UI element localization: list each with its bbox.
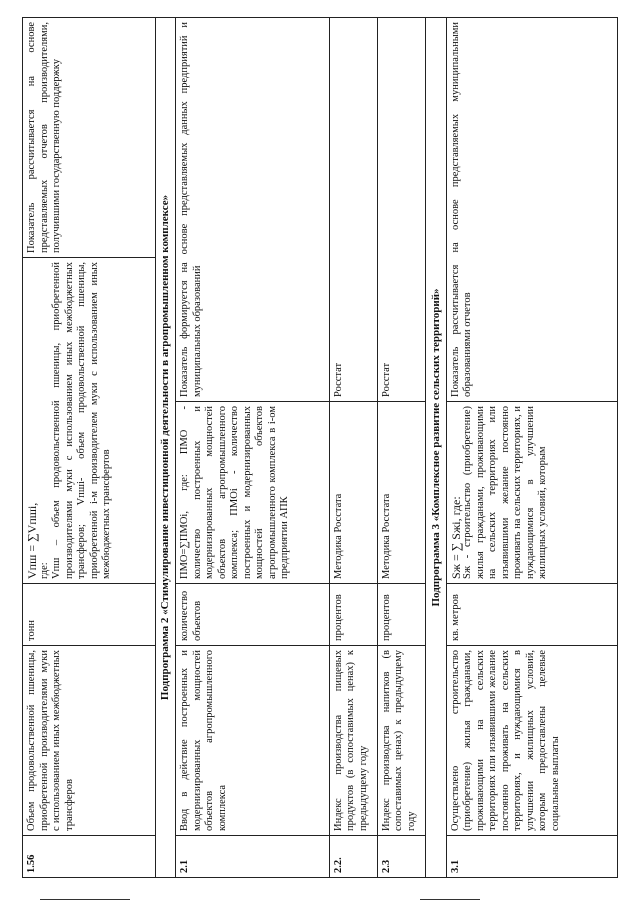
indicator-name: Индекс производства пищевых продуктов (в сопоставимых ценах) к предыдущему году — [329, 646, 377, 836]
source-cell: Показатель рассчитывается на основе представляемых муниципальными образованиями отчетов — [446, 17, 617, 401]
formula-where: где: — [38, 562, 50, 579]
source-cell: Показатель формируется на основе представляемых данных предприятий и муниципальных образований — [176, 17, 329, 401]
formula-description: Vпш – объем продовольственной пшеницы, приобретенной производителями муки с использованием иных межбюджетных трансферов; Vпшi- объем продовольственной пшеницы, приобретенной i-м производителем муки с использованием иных межбюджетных трансфертов — [51, 261, 112, 579]
scan-edge-line — [420, 899, 480, 900]
row-number: 2.3 — [377, 836, 425, 878]
source-cell: Росстат — [329, 17, 377, 401]
formula-expression: Sж = ∑ Sжi, где: — [448, 496, 463, 579]
section-row — [156, 17, 176, 877]
indicator-name: Индекс производства напитков (в сопоставимых ценах) к предыдущему году — [377, 646, 425, 836]
formula-cell: Методика Росстата — [329, 402, 377, 584]
row-number: 1.56 — [23, 836, 156, 878]
unit-cell: процентов — [329, 584, 377, 646]
section-title: Подпрограмма 2 «Стимулирование инвестиционной деятельности в агропромышленном комплексе» — [156, 17, 176, 877]
unit-cell: кв. метров — [446, 584, 617, 646]
indicator-name: Объем продовольственной пшеницы, приобретенной производителями муки с использованием иных межбюджетных трансферов — [23, 646, 156, 836]
unit-cell: количество объектов — [176, 584, 329, 646]
formula-cell — [23, 257, 156, 583]
formula-expression: Vпш = ∑Vпшi, — [25, 502, 39, 579]
unit-cell: тонн — [23, 584, 156, 646]
source-cell: Росстат — [377, 17, 425, 401]
indicator-table — [22, 17, 618, 878]
formula-cell — [446, 402, 617, 584]
section-title: Подпрограмма 3 «Комплексное развитие сельских территорий» — [426, 17, 446, 877]
rotated-table-sheet — [22, 18, 618, 878]
row-number: 2.2. — [329, 836, 377, 878]
source-cell: Показатель рассчитывается на основе представляемых отчетов производителями, получившими государственную поддержку — [23, 17, 156, 257]
indicator-name: Ввод в действие построенных и модернизированных мощностей объектов агропромышленного комплекса — [176, 646, 329, 836]
section-row — [426, 17, 446, 877]
table-row — [377, 17, 425, 877]
unit-cell: процентов — [377, 584, 425, 646]
indicator-name: Осуществлено строительство (приобретение) жилья гражданами, проживающими на сельских территориях или изъявившими желание постоянно проживать на сельских территориях, и нуждающимися в улучшении жилищных условий, которым предоставлены целевые социальные выплаты — [446, 646, 617, 836]
formula-cell: Методика Росстата — [377, 402, 425, 584]
row-number: 2.1 — [176, 836, 329, 878]
table-row — [176, 17, 329, 877]
formula-description: Sж - строительство (приобретение) жилья гражданами, проживающими на сельских территориях или изъявившими желание постоянно проживать на сельских территориях, и нуждающимися в улучшении жилищных условий, которым — [462, 406, 549, 579]
table-row — [446, 17, 617, 877]
table-row — [329, 17, 377, 877]
formula-cell: ПМО=∑ПМОi, где: ПМО - количество построенных и модернизированных мощностей объектов агропромышленного комплекса; ПМОi - количество построенных и модернизированных мощностей объектов агропромышленного комплекса в i-ом предприятии АПК — [176, 402, 329, 584]
row-number: 3.1 — [446, 836, 617, 878]
scan-edge-line — [40, 899, 130, 900]
table-row — [23, 17, 156, 877]
